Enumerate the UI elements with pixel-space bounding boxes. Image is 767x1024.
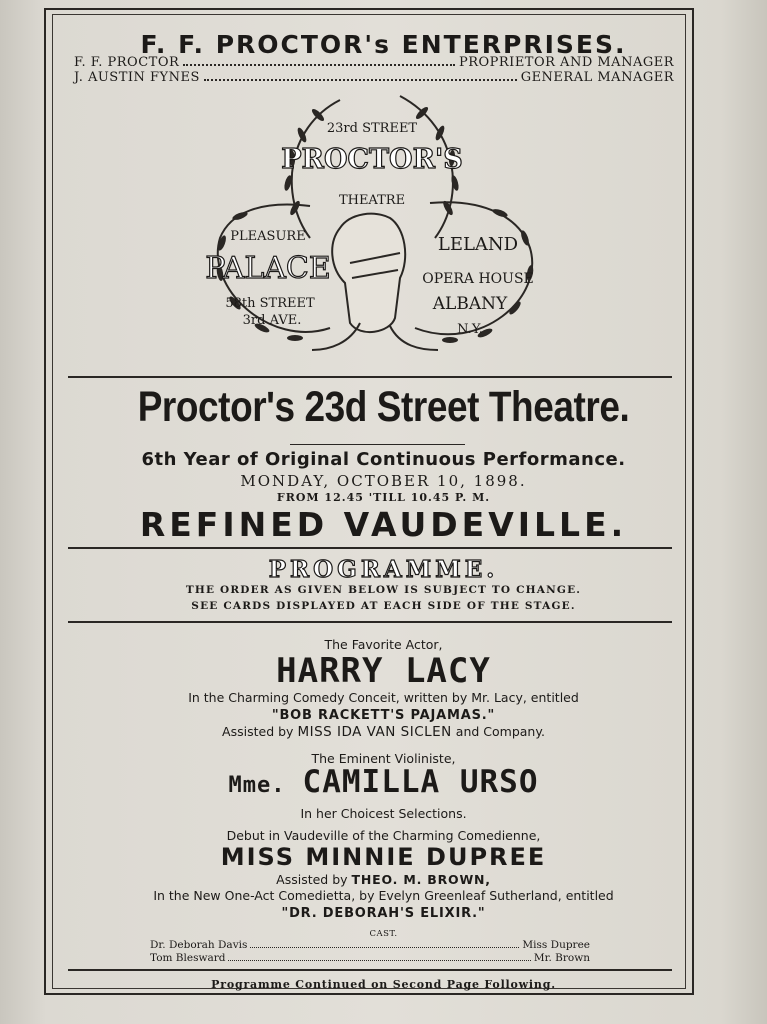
staff-line-manager [74,70,674,85]
act1-intro: The Favorite Actor, [324,637,443,652]
logo-right-top: LELAND [437,234,519,255]
act2-intro: The Eminent Violiniste, [311,751,456,766]
act3-piece: "DR. DEBORAH'S ELIXIR." [281,906,486,921]
performance-date: MONDAY, OCTOBER 10, 1898. [240,472,527,490]
assist-prefix: Assisted by [222,724,294,739]
logo-left-street: 58th STREET [225,296,315,311]
logo-left-ave: 3rd AVE. [242,313,302,328]
logo-top-name: PROCTOR'S [281,144,463,175]
cast-label: CAST. [369,929,398,939]
leader-dots [183,55,455,66]
staff-name: J. AUSTIN FYNES [74,70,200,85]
performance-hours: FROM 12.45 'TILL 10.45 P. M. [276,491,491,504]
logo-right-state: N.Y. [457,322,483,337]
assist-name: THEO. M. BROWN, [351,872,491,887]
assist-name: MISS IDA VAN SICLEN [297,724,452,740]
act1-performer: HARRY LACY [276,651,491,691]
leader-dots [228,952,530,961]
programme-notice-2: SEE CARDS DISPLAYED AT EACH SIDE OF THE STAGE. [191,600,576,612]
wreath-branch [415,202,532,334]
theatre-subtitle: 6th Year of Original Continuous Performance. [141,449,626,470]
footer-note: Programme Continued on Second Page Following. [211,978,556,991]
act3-description: In the New One-Act Comedietta, by Evelyn Greenleaf Sutherland, entitled [153,888,614,903]
section-divider [68,969,672,971]
leader-dots [204,70,517,81]
theatres-emblem [200,88,545,373]
logo-right-city: ALBANY [432,294,508,314]
cast-role: Dr. Deborah Davis [150,939,248,951]
short-divider [290,444,465,445]
headline: REFINED VAUDEVILLE. [139,505,628,544]
programme-heading: PROGRAMME. [268,556,499,583]
staff-role: PROPRIETOR AND MANAGER [458,55,674,70]
cast-row [150,939,590,951]
cast-row [150,952,590,964]
section-divider [68,621,672,623]
act2-description: In her Choicest Selections. [300,806,467,821]
act2-prefix: Mme. [228,773,286,798]
act3-performer: MISS MINNIE DUPREE [220,843,547,871]
logo-top-sub: THEATRE [338,193,406,208]
theatre-title: Proctor's 23d Street Theatre. [137,383,630,431]
enterprises-title: F. F. PROCTOR's ENTERPRISES. [140,30,627,59]
staff-role: GENERAL MANAGER [520,70,674,85]
staff-line-proprietor [74,55,674,70]
cast-actor: Mr. Brown [533,952,590,964]
act1-piece: "BOB RACKETT'S PAJAMAS." [271,708,496,723]
staff-name: F. F. PROCTOR [74,55,180,70]
act3-intro: Debut in Vaudeville of the Charming Comedienne, [226,828,541,843]
logo-left-name: PALACE [205,251,331,286]
assist-suffix: and Company. [455,724,545,739]
leader-dots [250,939,519,948]
act3-assist-line [0,872,767,887]
act2-performer: CAMILLA URSO [302,764,539,800]
act2-performer-line [0,764,767,800]
assist-prefix: Assisted by [276,872,348,887]
section-divider [68,547,672,549]
logo-right-name: OPERA HOUSE [422,271,534,287]
section-divider [68,376,672,378]
logo-top-street: 23rd STREET [326,121,418,136]
cast-actor: Miss Dupree [522,939,590,951]
cast-role: Tom Blesward [150,952,226,964]
programme-notice-1: THE ORDER AS GIVEN BELOW IS SUBJECT TO CHANGE. [185,584,582,596]
act1-assist-line [0,724,767,740]
logo-left-top: PLEASURE [230,229,306,244]
act1-description: In the Charming Comedy Conceit, written by Mr. Lacy, entitled [188,690,579,705]
